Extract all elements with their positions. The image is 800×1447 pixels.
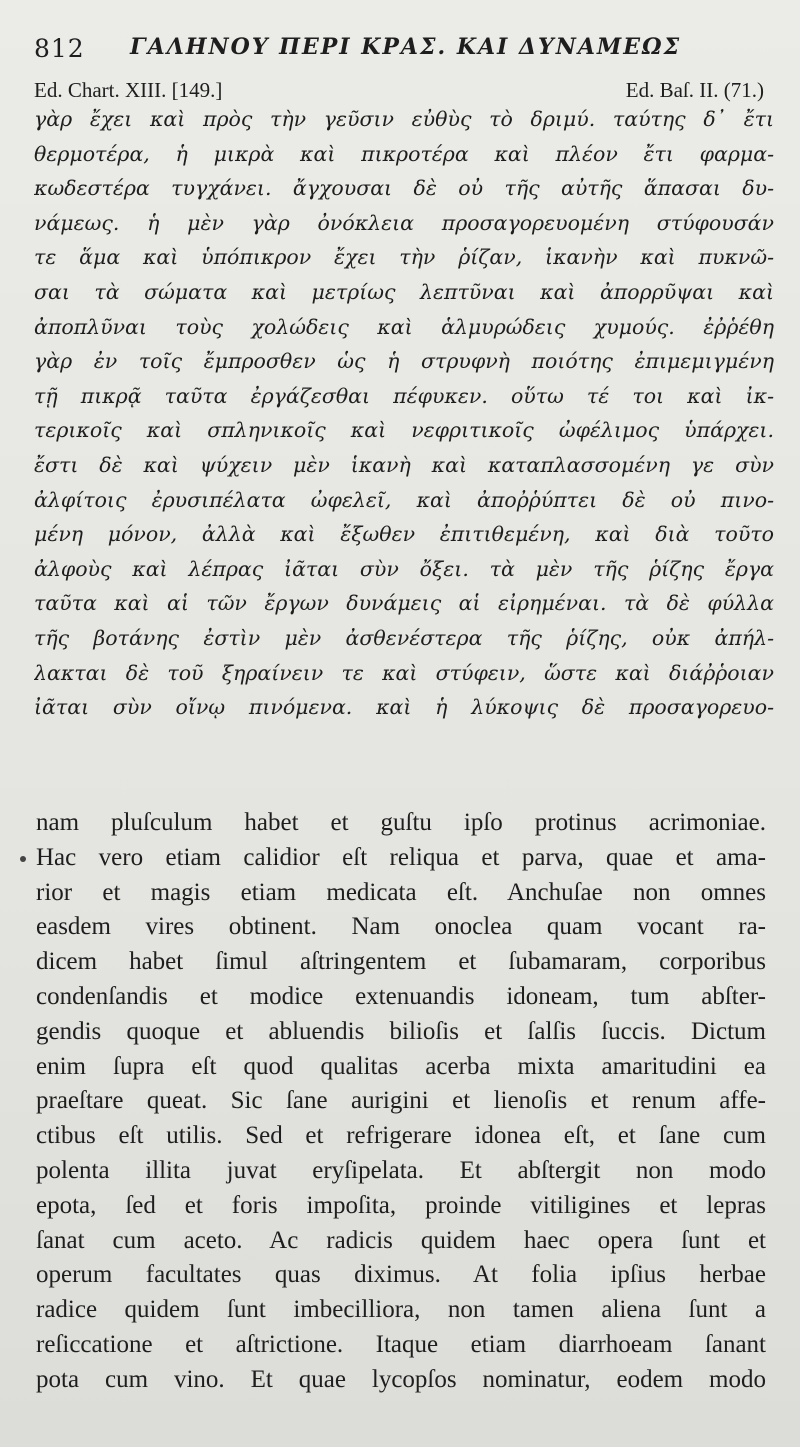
greek-line: λακται δὲ τοῦ ξηραίνειν τε καὶ στύφειν, ὥστε καὶ διάῤῥοιαν [34,660,774,685]
greek-line: ἰᾶται σὺν οἴνῳ πινόμενα. καὶ ἡ λύκοψις δὲ προσαγορευο- [34,695,774,720]
greek-line: γὰρ ἐν τοῖς ἔμπροσθεν ὡς ἡ στρυφνὴ ποιότης ἐπιμεμιγμένη [34,349,774,374]
running-title: ΓΑΛΗΝΟΥ ΠΕΡΙ ΚΡΑΣ. ΚΑΙ ΔΥΝΑΜΕΩΣ [130,34,682,60]
latin-line: condenſandis et modice extenuandis idoneam, tum abſter- [36,982,766,1010]
latin-line: ſanat cum aceto. Ac radicis quidem haec opera ſunt et [36,1226,766,1254]
page-number: 812 [34,34,85,63]
greek-line: θερμοτέρα, ἡ μικρὰ καὶ πικροτέρα καὶ πλέον ἔτι φαρμα- [34,141,774,166]
latin-line: pota cum vino. Et quae lycopſos nominatur, eodem modo [36,1365,766,1393]
greek-line: ταῦτα καὶ αἱ τῶν ἔργων δυνάμεις αἱ εἰρημέναι. τὰ δὲ φύλλα [34,591,774,616]
greek-line: τε ἅμα καὶ ὑπόπικρον ἔχει τὴν ῥίζαν, ἱκανὴν καὶ πυκνῶ- [34,245,774,270]
greek-line: ἔστι δὲ καὶ ψύχειν μὲν ἱκανὴ καὶ καταπλασσομένη γε σὺν [34,452,774,477]
latin-line: operum facultates quas diximus. At folia ipſius herbae [36,1261,766,1289]
latin-line: epota, ſed et foris impoſita, proinde vitiligines et lepras [36,1191,766,1219]
latin-line: nam pluſculum habet et guſtu ipſo protinus acrimoniae. [36,809,766,836]
greek-line: μένη μόνον, ἀλλὰ καὶ ἔξωθεν ἐπιτιθεμένη, καὶ διὰ τοῦτο [34,522,774,547]
latin-line: gendis quoque et abluendis bilioſis et ſalſis ſuccis. Dictum [36,1017,766,1045]
greek-line: τῇ πικρᾷ ταῦτα ἐργάζεσθαι πέφυκεν. οὕτω τέ τοι καὶ ἰκ- [34,383,774,408]
greek-line: τῆς βοτάνης ἐστὶν μὲν ἀσθενέστερα τῆς ῥίζης, οὐκ ἀπήλ- [34,625,774,650]
latin-line: dicem habet ſimul aſtringentem et ſubamaram, corporibus [36,948,766,976]
latin-line: reſiccatione et aſtrictione. Itaque etiam diarrhoeam ſanant [36,1330,766,1358]
greek-line: τερικοῖς καὶ σπληνικοῖς καὶ νεφριτικοῖς ὠφέλιμος ὑπάρχει. [34,418,774,443]
latin-line: Hac vero etiam calidior eſt reliqua et parva, quae et ama- [36,843,766,871]
latin-text-column [36,806,766,1398]
greek-line: κωδεστέρα τυγχάνει. ἄγχουσαι δὲ οὐ τῆς αὐτῆς ἅπασαι δυ- [34,176,774,201]
latin-line: enim ſupra eſt quod qualitas acerba mixta amaritudini ea [36,1052,766,1080]
greek-line: νάμεως. ἡ μὲν γὰρ ὀνόκλεια προσαγορευομένη στύφουσάν [34,210,774,235]
latin-line: radice quidem ſunt imbecilliora, non tamen aliena ſunt a [36,1296,766,1324]
greek-line: ἀλφίτοις ἐρυσιπέλατα ὠφελεῖ, καὶ ἀποῤῥύπτει δὲ οὐ πινο- [34,487,774,512]
margin-dot-mark [20,856,26,862]
greek-text-column [34,102,774,725]
edition-chartier-reference: Ed. Chart. XIII. [149.] [34,78,223,102]
greek-line: γὰρ ἔχει καὶ πρὸς τὴν γεῦσιν εὐθὺς τὸ δριμύ. ταύτης δ᾽ ἔτι [34,107,774,131]
latin-line: ctibus eſt utilis. Sed et refrigerare idonea eſt, et ſane cum [36,1122,766,1150]
greek-line: ἀλφοὺς καὶ λέπρας ἰᾶται σὺν ὄξει. τὰ μὲν τῆς ῥίζης ἔργα [34,556,774,581]
latin-line: easdem vires obtinent. Nam onoclea quam vocant ra- [36,913,766,941]
edition-basel-reference: Ed. Baſ. II. (71.) [625,78,764,102]
latin-line: polenta illita juvat eryſipelata. Et abſtergit non modo [36,1156,766,1184]
latin-line: praeſtare queat. Sic ſane aurigini et lienoſis et renum affe- [36,1087,766,1115]
latin-line: rior et magis etiam medicata eſt. Anchuſae non omnes [36,878,766,906]
greek-line: σαι τὰ σώματα καὶ μετρίως λεπτῦναι καὶ ἀπορρῦψαι καὶ [34,279,774,304]
page-header [34,30,774,66]
greek-line: ἀποπλῦναι τοὺς χολώδεις καὶ ἁλμυρώδεις χυμούς. ἐῤῥέθη [34,314,774,339]
